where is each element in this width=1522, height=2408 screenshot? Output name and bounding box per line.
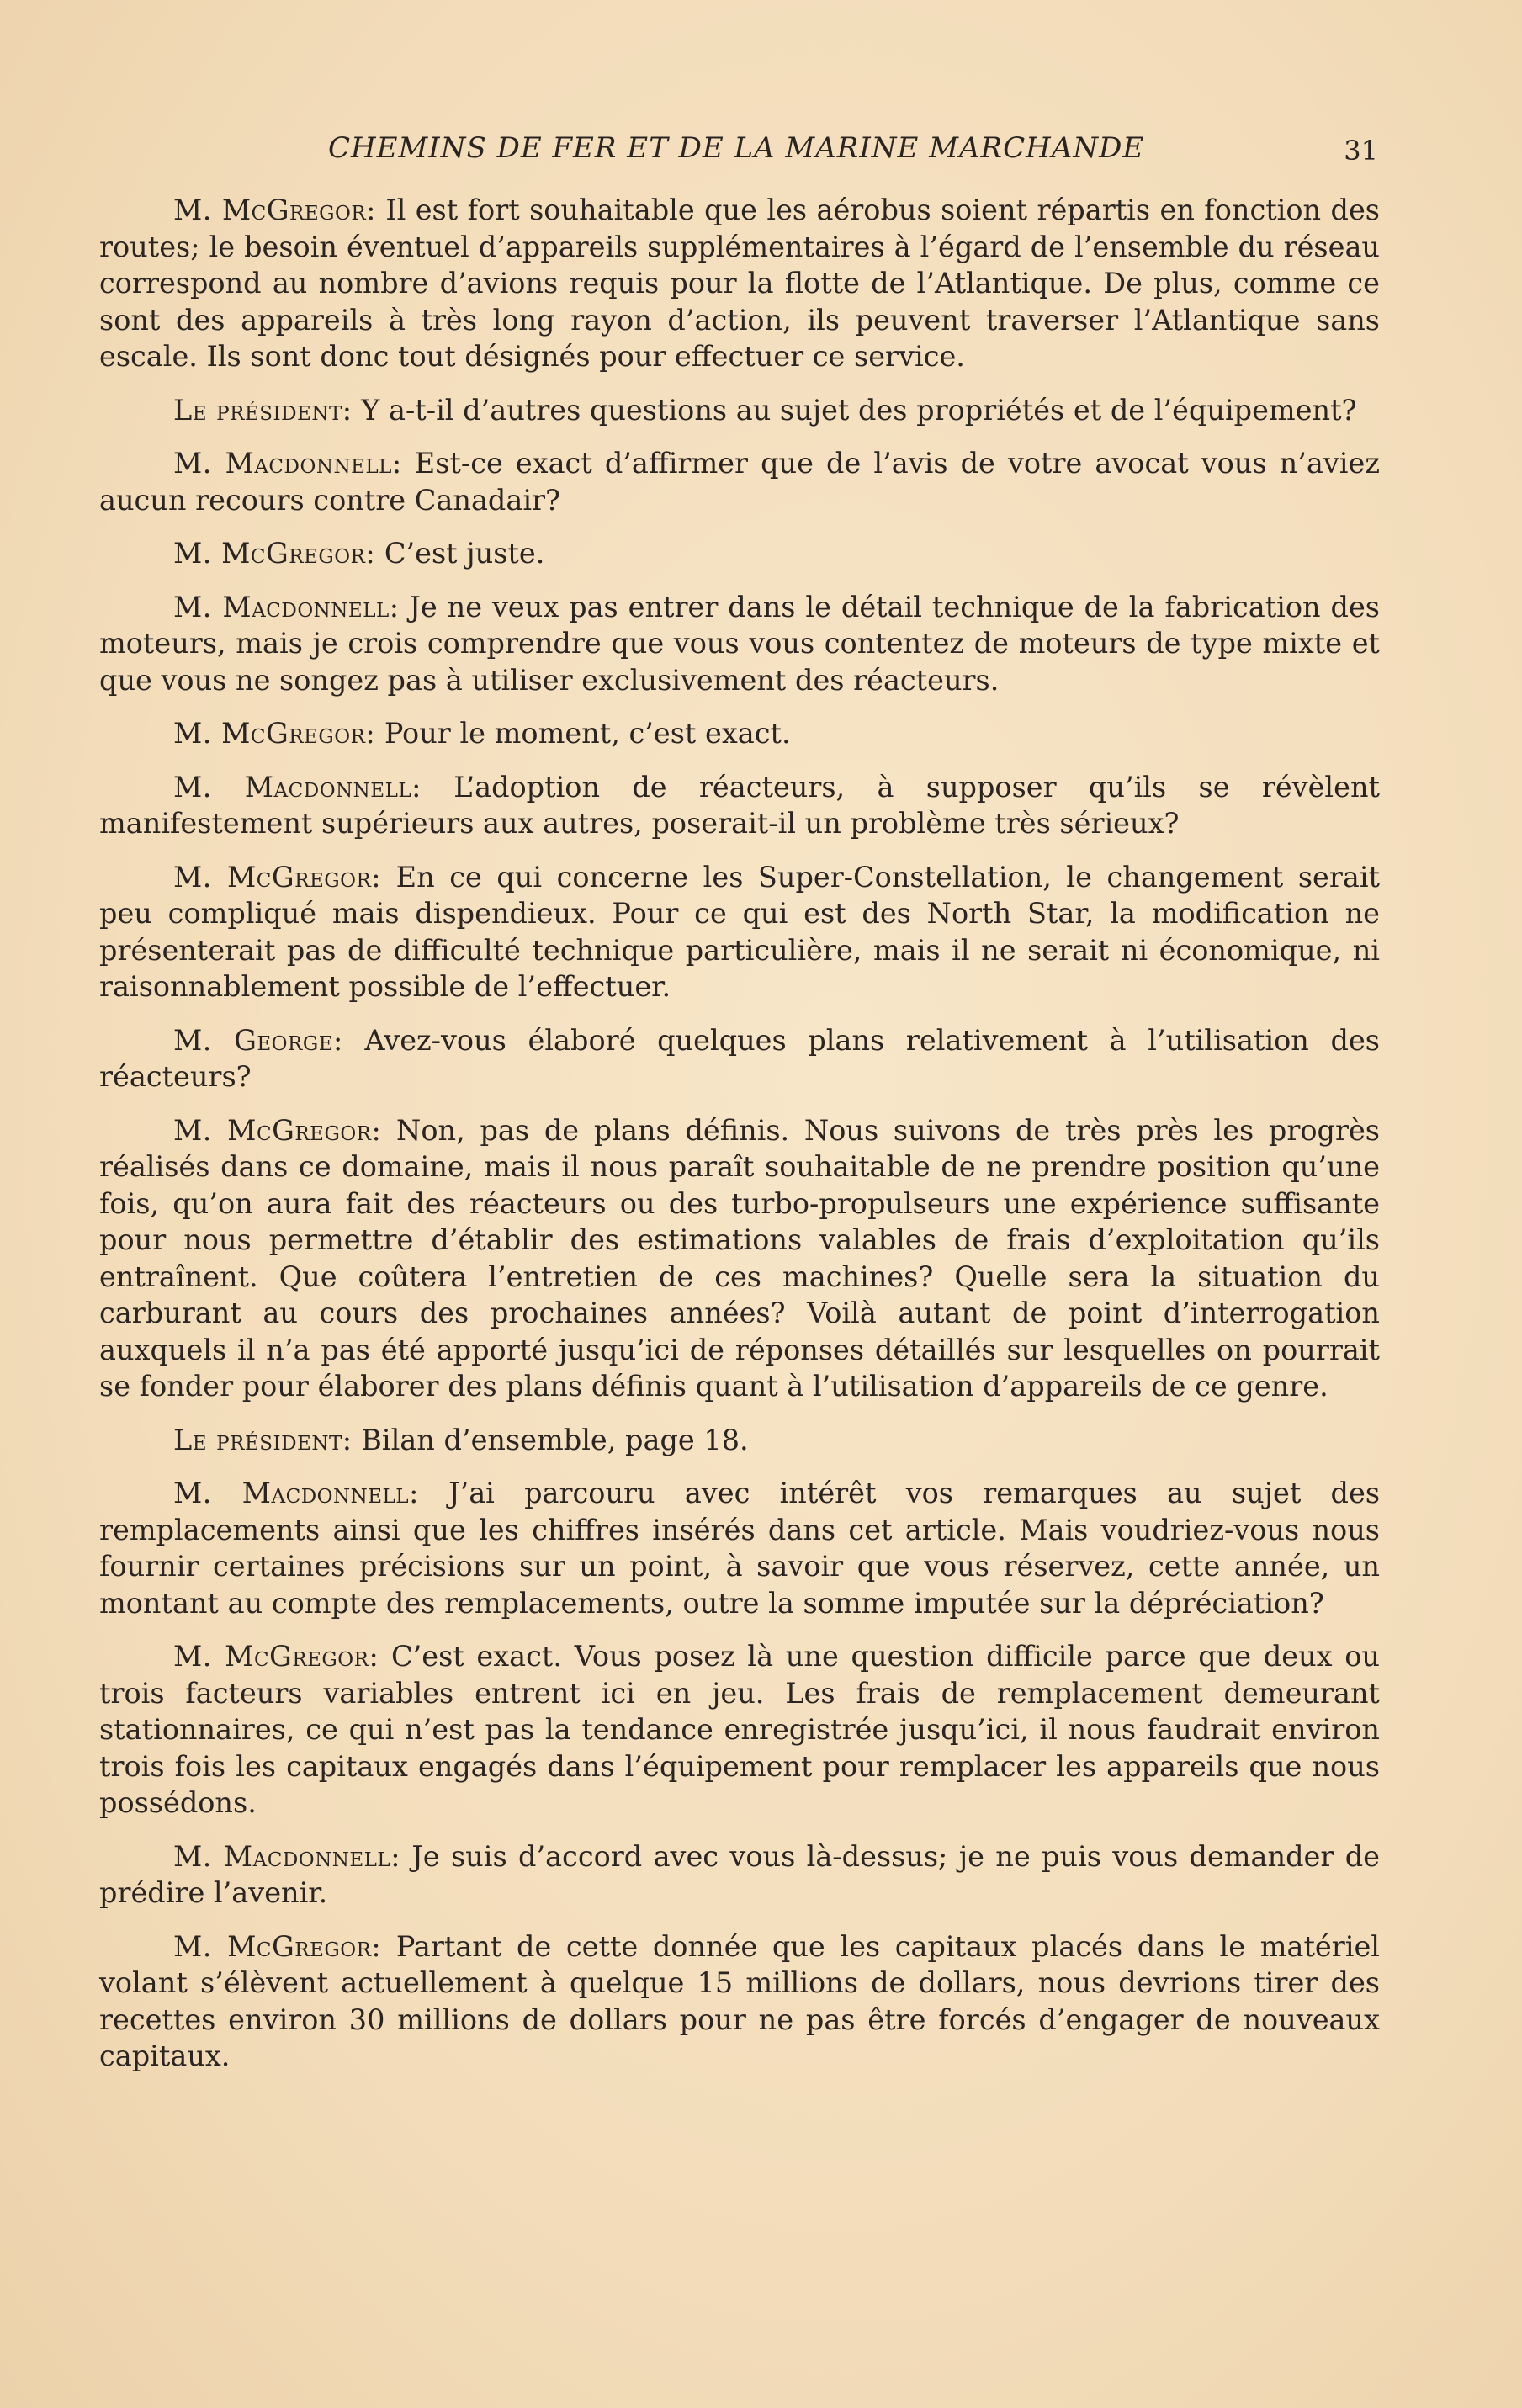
speaker-name: M. Macdonnell:	[173, 447, 402, 480]
speaker-name: M. McGregor:	[173, 717, 376, 750]
speaker-name: M. Macdonnell:	[173, 590, 400, 623]
running-title: CHEMINS DE FER ET DE LA MARINE MARCHANDE	[328, 131, 1145, 165]
page-header	[328, 128, 1378, 178]
speaker-name: M. McGregor:	[173, 194, 376, 226]
paragraph	[99, 715, 1380, 752]
paragraph-text: Je suis d’accord avec vous là-dessus; je ne puis vous demander de prédire l’avenir.	[99, 1839, 1381, 1909]
paragraph	[99, 859, 1380, 1005]
paragraph-text: Avez-vous élaboré quelques plans relativement à l’utilisation des réacteurs?	[99, 1023, 1380, 1093]
paragraph-text: En ce qui concerne les Super-Constellation, le changement serait peu compliqué mais dispendieux. Pour ce qui est des North Star, la modification ne présenterait pas de difficulté technique particulière, mais il ne serait ni économique, ni raisonnablement possible de l’effectuer.	[99, 860, 1380, 1003]
paragraph-text: J’ai parcouru avec intérêt vos remarques au sujet des remplacements ainsi que les chiffres insérés dans cet article. Mais voudriez-vous nous fournir certaines précisions sur un point, à savoir que vous réservez, cette année, un montant au compte des remplacements, outre la somme imputée sur la dépréciation?	[99, 1477, 1381, 1620]
paragraph-text: Non, pas de plans définis. Nous suivons de très près les progrès réalisés dans ce domaine, mais il nous paraît souhaitable de ne prendre position qu’une fois, qu’on aura fait des réacteurs ou des turbo-propulseurs une expérience suffisante pour nous permettre d’établir des estimations valables de frais d’exploitation qu’ils entraînent. Que coûtera l’entretien de ces machines? Quelle sera la situation du carburant au cours des prochaines années? Voilà autant de point d’interrogation auxquels il n’a pas été apporté jusqu’ici de réponses détaillés sur lesquelles on pourrait se fonder pour élaborer des plans définis quant à l’utilisation d’appareils de ce genre.	[99, 1113, 1380, 1403]
speaker-name: M. Macdonnell:	[173, 1477, 419, 1509]
speaker-name: M. George:	[173, 1023, 343, 1057]
paragraph	[99, 392, 1380, 429]
paragraph-text: C’est exact. Vous posez là une question difficile parce que deux ou trois facteurs variables entrent ici en jeu. Les frais de remplacement demeurant stationnaires, ce qui n’est pas la tendance enregistrée jusqu’ici, il nous faudrait environ trois fois les capitaux engagés dans l’équipement pour remplacer les appareils que nous possédons.	[99, 1640, 1381, 1819]
speaker-name: M. McGregor:	[173, 1113, 382, 1147]
transcript-body	[99, 192, 1380, 2092]
paragraph-text: Partant de cette donnée que les capitaux placés dans le matériel volant s’élèvent actuellement à quelque 15 millions de dollars, nous devrions tirer des recettes environ 30 millions de dollars pour ne pas être forcés d’engager de nouveaux capitaux.	[99, 1929, 1380, 2072]
speaker-name: Le président:	[173, 1423, 353, 1456]
speaker-name: Le président:	[173, 393, 353, 427]
paragraph-text: Y a-t-il d’autres questions au sujet des propriétés et de l’équipement?	[352, 393, 1357, 427]
paragraph	[99, 535, 1380, 572]
paragraph-text: Je ne veux pas entrer dans le détail technique de la fabrication des moteurs, mais je crois comprendre que vous vous contentez de moteurs de type mixte et que vous ne songez pas à utiliser exclusivement des réacteurs.	[99, 590, 1380, 697]
paragraph-text: Bilan d’ensemble, page 18.	[352, 1423, 749, 1456]
paragraph-text: Pour le moment, c’est exact.	[375, 717, 791, 750]
page-number: 31	[1344, 135, 1378, 167]
speaker-name: M. McGregor:	[173, 1640, 379, 1673]
speaker-name: M. McGregor:	[173, 860, 382, 894]
speaker-name: M. Macdonnell:	[173, 770, 422, 804]
paragraph	[99, 192, 1380, 375]
paragraph-text: C’est juste.	[375, 537, 545, 570]
paragraph	[99, 1638, 1380, 1822]
paragraph	[99, 1475, 1380, 1621]
paragraph-text: L’adoption de réacteurs, à supposer qu’ils se révèlent manifestement supérieurs aux autres, poserait-il un problème très sérieux?	[99, 770, 1380, 840]
paragraph	[99, 1112, 1380, 1405]
paragraph	[99, 1422, 1380, 1459]
paragraph	[99, 589, 1380, 699]
paragraph	[99, 1928, 1380, 2075]
speaker-name: M. Macdonnell:	[173, 1839, 400, 1873]
paragraph	[99, 769, 1380, 842]
paragraph	[99, 445, 1380, 518]
paragraph-text: Est-ce exact d’affirmer que de l’avis de votre avocat vous n’aviez aucun recours contre Canadair?	[99, 447, 1380, 517]
paragraph	[99, 1838, 1380, 1912]
speaker-name: M. McGregor:	[173, 537, 376, 570]
paragraph-text: Il est fort souhaitable que les aérobus soient répartis en fonction des routes; le besoin éventuel d’appareils supplémentaires à l’égard de l’ensemble du réseau correspond au nombre d’avions requis pour la flotte de l’Atlantique. De plus, comme ce sont des appareils à très long rayon d’action, ils peuvent traverser l’Atlantique sans escale. Ils sont donc tout désignés pour effectuer ce service.	[99, 194, 1380, 373]
paragraph	[99, 1022, 1380, 1095]
speaker-name: M. McGregor:	[173, 1929, 382, 1963]
